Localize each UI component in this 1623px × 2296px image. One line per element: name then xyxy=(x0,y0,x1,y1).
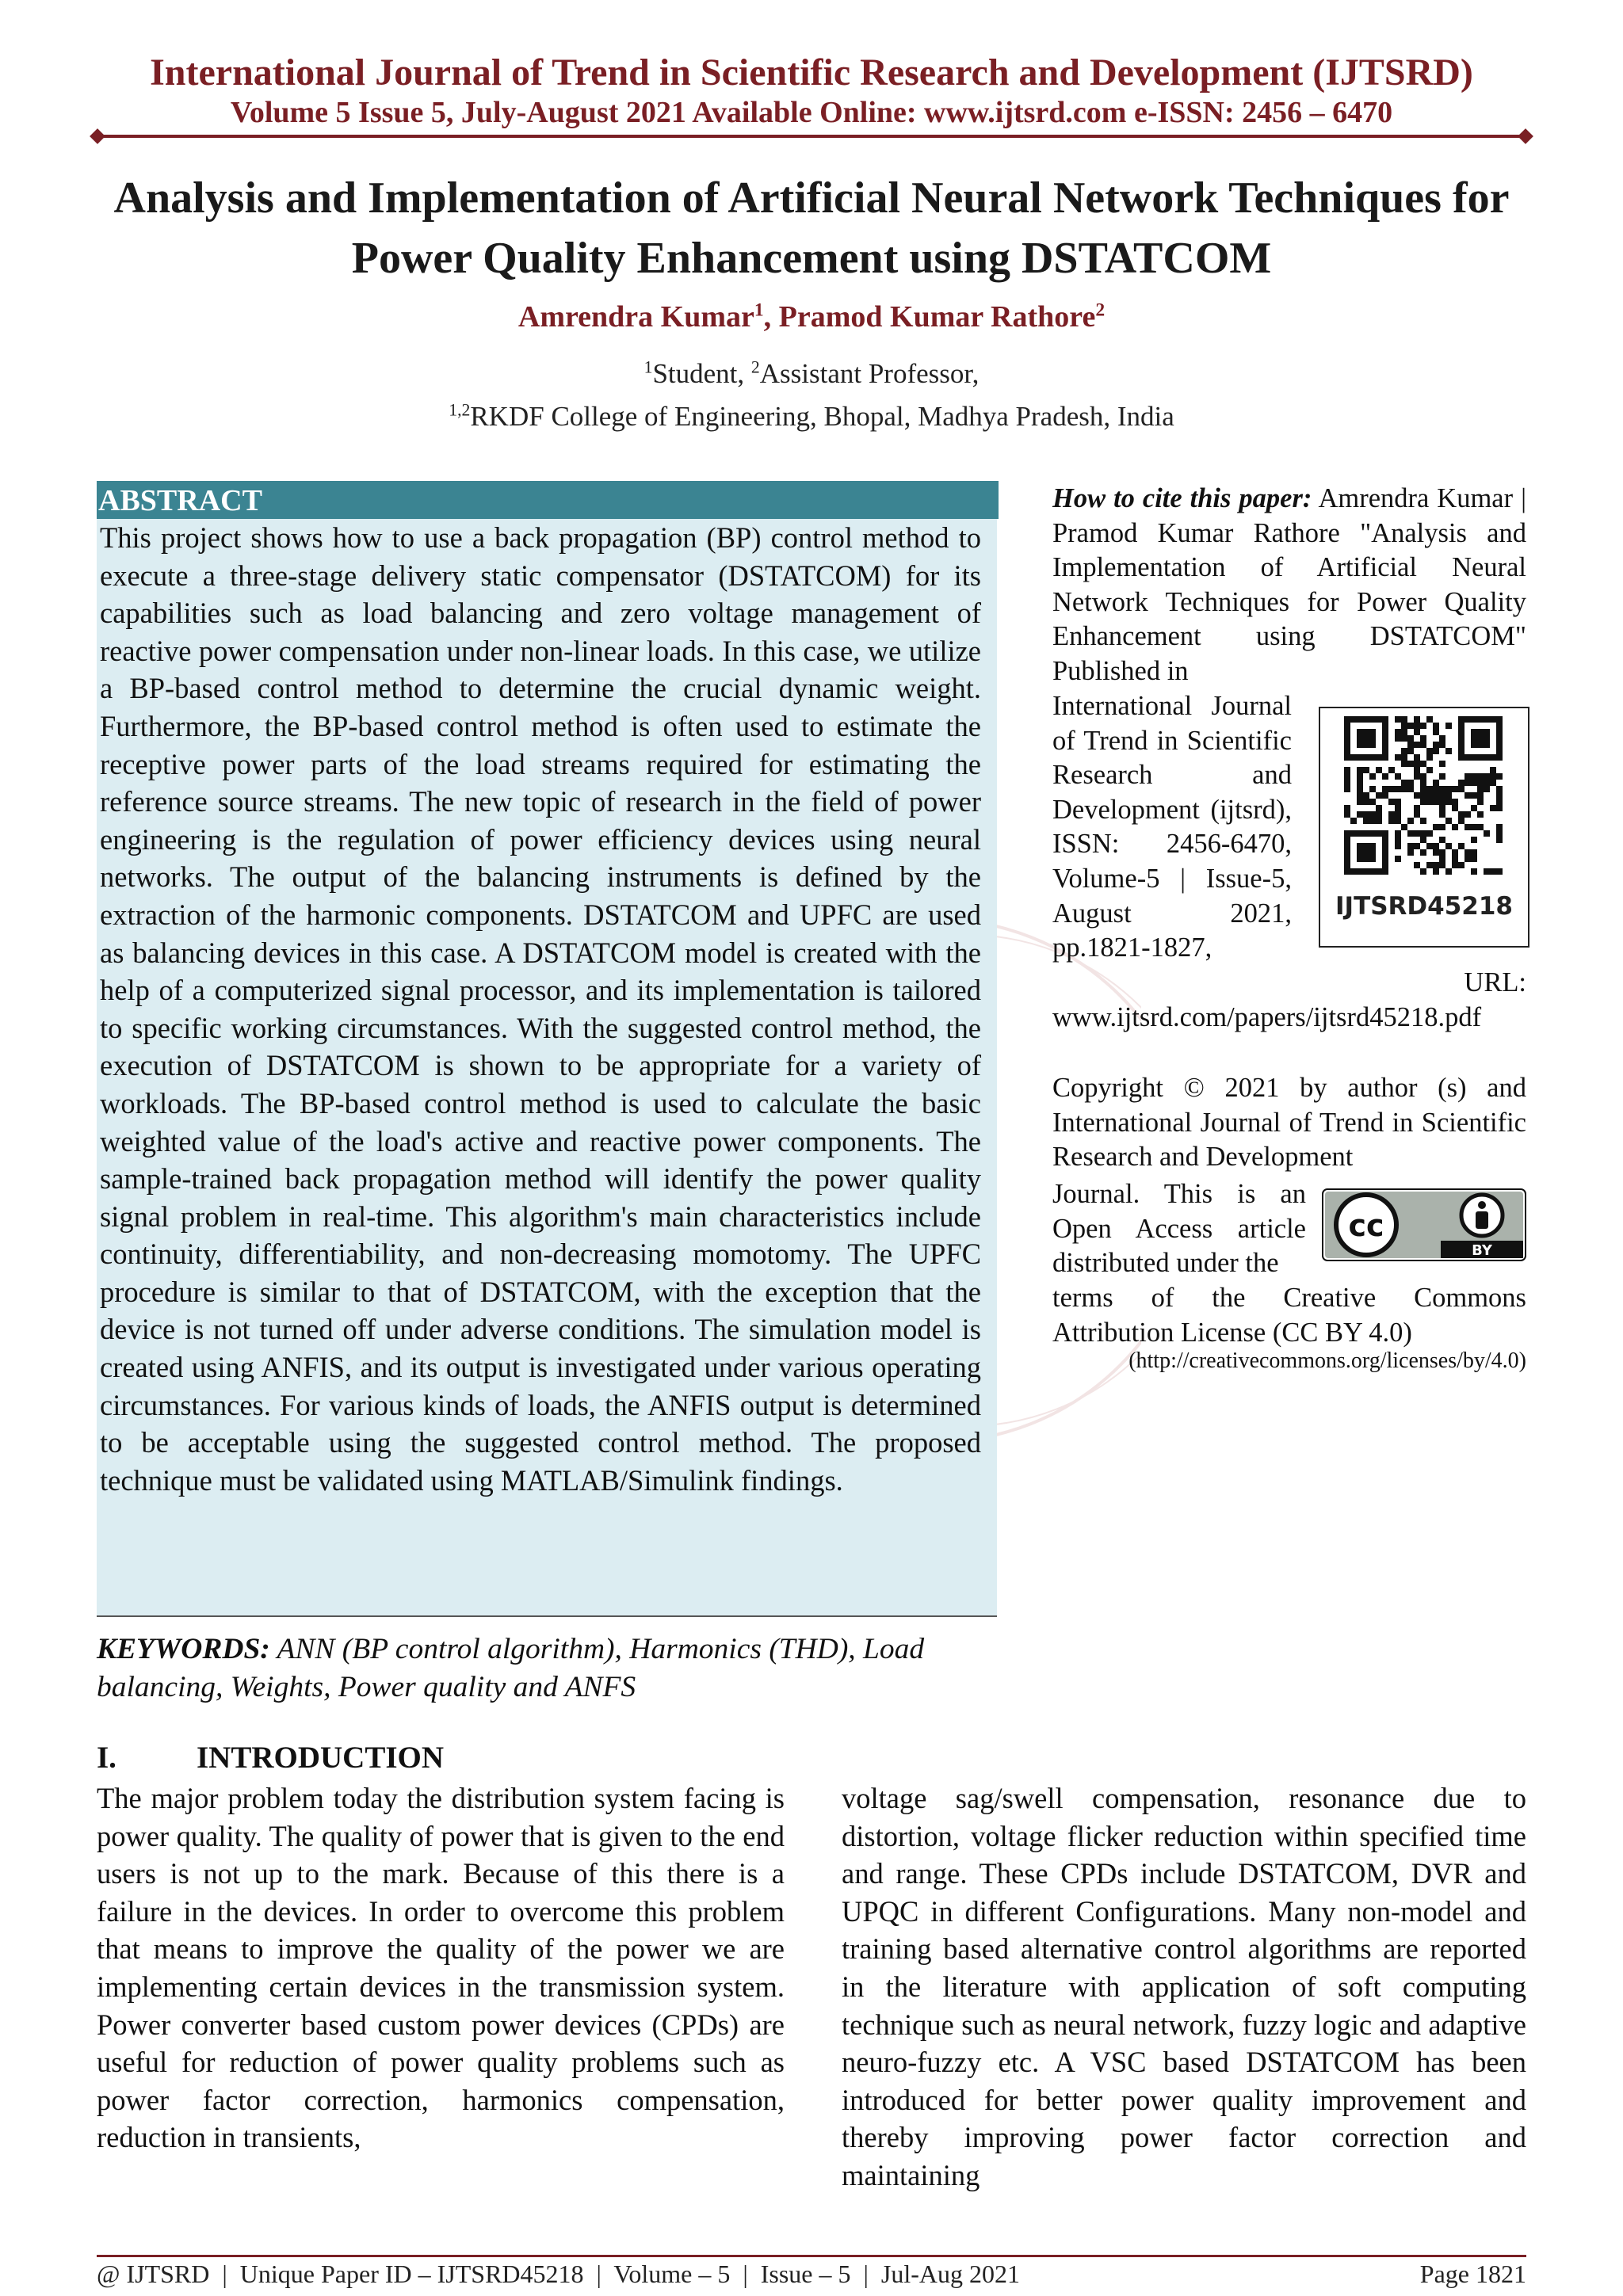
intro-column-right: voltage sag/swell compensation, resonance due to distortion, voltage flicker reduction within specified time and range. These CPDs include DSTATCOM, DVR and UPQC in different Configurations. Many non-model and training based alternative control algorithms are reported in the literature with application of soft computing technique such as neural network, fuzzy logic and adaptive neuro-fuzzy etc. A VSC based DSTATCOM has been introduced for better power quality improvement and thereby improving power factor correction and maintaining xyxy=(842,1782,1526,2191)
cite-journal-details: International Journal of Trend in Scientific Research and Development (ijtsrd), ISSN: 2456-6470, Volume-5 | Issue-5, August 2021, pp.1821-1827, xyxy=(1052,691,1292,963)
author-2-sup: 2 xyxy=(1095,299,1106,321)
affil-inst: RKDF College of Engineering, Bhopal, Madhya Pradesh, India xyxy=(470,401,1174,432)
intro-section-number: I. xyxy=(97,1741,116,1775)
footer-rule xyxy=(97,2255,1526,2257)
author-1-sup: 1 xyxy=(754,299,764,321)
rule-right-diamond xyxy=(1518,128,1533,144)
cite-text: Amrendra Kumar | Pramod Kumar Rathore "Analysis and Implementation of Artificial Neural Network Techniques for Power Quality Enhancement using DSTATCOM" Published in xyxy=(1052,483,1526,686)
affiliation-institution xyxy=(0,401,1623,433)
cite-block xyxy=(1052,482,1526,689)
author-separator: , xyxy=(763,300,779,334)
author-2: Pramod Kumar Rathore xyxy=(778,300,1096,334)
abstract-bottom-rule xyxy=(97,1615,997,1617)
keywords-text: ANN (BP control algorithm), Harmonics (THD), Load balancing, Weights, Power quality and ANFS xyxy=(97,1633,925,1703)
cite-label: How to cite this paper: xyxy=(1052,483,1312,513)
abstract-text: This project shows how to use a back propagation (BP) control method to execute a three-stage delivery static compensator (DSTATCOM) for its capabilities such as load balancing and zero voltage management of reactive power compensation under non-linear loads. In this case, we utilize a BP-based control method to determine the crucial dynamic weight. Furthermore, the BP-based control method is often used to estimate the receptive power parts of the load streams required for estimating the reference source streams. The new topic of research in the field of power engineering is the regulation of power efficiency devices using neural networks. The output of the balancing instruments is defined by the extraction of the harmonic components. DSTATCOM and UPFC are used as balancing devices in this case. A DSTATCOM model is created with the help of a computerized signal processor, and its implementation is tailored to specific working circumstances. With the suggested control method, the execution of DSTATCOM is shown to be appropriate for a variety of workloads. The BP-based control method is used to calculate the basic weighted value of the load's active and reactive power components. The sample-trained back propagation method will identify the power quality signal problem in real-time. This algorithm's main characteristics include continuity, differentiability, and non-decreasing momotomy. The UPFC procedure is similar to that of DSTATCOM, with the exception that the device is not turned off under adverse conditions. The simulation model is created using ANFIS, and its output is investigated under various operating circumstances. For various kinds of loads, the ANFIS output is determined to be acceptable using the suggested control method. The proposed technique must be validated using MATLAB/Simulink findings. xyxy=(100,521,981,1497)
affil-role-2: Assistant Professor, xyxy=(759,358,980,389)
intro-column-left: The major problem today the distribution system facing is power quality. The quality of power that is given to the end users is not up to the mark. Because of this there is a failure in the devices. In order to overcome this problem that means to improve the quality of the power we are implementing certain devices in the transmission system. Power converter based custom power devices (CPDs) are useful for reduction of power quality problems such as power factor correction, harmonics compensation, reduction in transients, xyxy=(97,1782,785,2154)
paper-title: Analysis and Implementation of Artificial Neural Network Techniques for Power Quality Enhancement using DSTATCOM xyxy=(113,174,1510,283)
affil-inst-sup: 1,2 xyxy=(449,400,471,420)
header-rule xyxy=(97,135,1526,138)
qr-code-box xyxy=(1319,707,1529,948)
journal-volume-line: Volume 5 Issue 5, July-August 2021 Available Online: www.ijtsrd.com e-ISSN: 2456 – 6470 xyxy=(230,96,1393,129)
cite-url-block xyxy=(1052,966,1526,1035)
cc-badge-text: cc xyxy=(1348,1208,1384,1243)
affil-sup-2: 2 xyxy=(750,357,760,377)
qr-paper-id: IJTSRD45218 xyxy=(1335,892,1513,921)
affiliation-roles xyxy=(0,358,1623,390)
copyright-text: Copyright © 2021 by author (s) and International Journal of Trend in Scientific Research and Development xyxy=(1052,1073,1526,1173)
author-line xyxy=(0,299,1623,334)
journal-title: International Journal of Trend in Scientific Research and Development (IJTSRD) xyxy=(150,51,1473,93)
cite-url[interactable]: www.ijtsrd.com/papers/ijtsrd45218.pdf xyxy=(1052,1001,1482,1032)
rule-left-diamond xyxy=(90,128,105,144)
intro-heading: INTRODUCTION xyxy=(197,1741,445,1775)
affil-sup-1: 1 xyxy=(643,357,653,377)
cc-badge-by-text: BY xyxy=(1472,1242,1492,1259)
keywords-label: KEYWORDS: xyxy=(97,1633,270,1665)
cite-url-label: URL: xyxy=(1464,967,1526,997)
copyright-text-narrow: Journal. This is an Open Access article distributed under the xyxy=(1052,1179,1306,1279)
keywords xyxy=(97,1630,997,1707)
license-url[interactable]: (http://creativecommons.org/licenses/by/4.0) xyxy=(1128,1348,1526,1373)
footer-paper-info: @ IJTSRD | Unique Paper ID – IJTSRD45218 | Volume – 5 | Issue – 5 | Jul-Aug 2021 xyxy=(97,2260,1020,2288)
qr-code-icon xyxy=(1344,716,1503,875)
abstract-heading: ABSTRACT xyxy=(97,481,999,519)
author-1: Amrendra Kumar xyxy=(517,300,754,334)
affil-role-1: Student, xyxy=(652,358,751,389)
copyright-license-text: terms of the Creative Commons Attribution License (CC BY 4.0) xyxy=(1052,1283,1526,1348)
cc-by-license-icon[interactable] xyxy=(1322,1188,1526,1261)
footer-page-number: Page 1821 xyxy=(1419,2260,1526,2288)
